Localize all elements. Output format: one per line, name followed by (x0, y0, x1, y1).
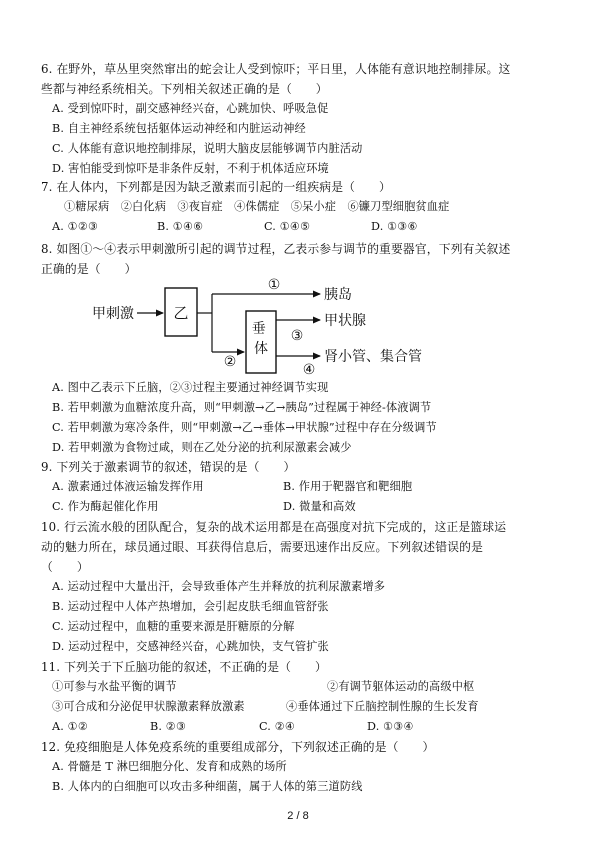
q12-option-a: A. 骨髓是 T 淋巴细胞分化、发育和成熟的场所 (52, 760, 287, 773)
q7-stem: 7. 在人体内，下列都是因为缺乏激素而引起的一组疾病是（ ） (41, 180, 391, 194)
q8-option-c: C. 若甲刺激为寒冷条件，则“甲刺激→乙→垂体→甲状腺”过程中存在分级调节 (52, 421, 437, 434)
q8-option-d: D. 若甲刺激为食物过咸，则在乙处分泌的抗利尿激素会减少 (52, 441, 352, 454)
q6-option-a: A. 受到惊吓时，副交感神经兴奋，心跳加快、呼吸急促 (52, 102, 329, 115)
q11-option-b: B. ②③ (150, 720, 187, 733)
q10-option-b: B. 运动过程中人体产热增加，会引起皮肤毛细血管舒张 (52, 600, 329, 613)
target-thyroid-label: 甲状腺 (324, 313, 366, 329)
q9-option-b: B. 作用于靶器官和靶细胞 (283, 480, 413, 493)
q10-stem-line-1: 10. 行云流水般的团队配合，复杂的战术运用都是在高强度对抗下完成的，这正是篮球运 (41, 520, 507, 534)
target-kidney-label: 肾小管、集合管 (324, 349, 422, 365)
q8-stem-line-2: 正确的是（ ） (41, 262, 137, 276)
q10-option-a: A. 运动过程中大量出汗，会导致垂体产生并释放的抗利尿激素增多 (52, 580, 386, 593)
q6-option-b: B. 自主神经系统包括躯体运动神经和内脏运动神经 (52, 122, 306, 135)
label-process-2: ② (223, 354, 237, 370)
q10-option-d: D. 运动过程中，交感神经兴奋，心跳加快，支气管扩张 (52, 640, 329, 653)
q9-stem: 9. 下列关于激素调节的叙述，错误的是（ ） (41, 460, 296, 474)
q10-stem-line-2: 动的魅力所在，球员通过眼、耳获得信息后，需要迅速作出反应。下列叙述错误的是 (41, 540, 484, 554)
q8-option-b: B. 若甲刺激为血糖浓度升高，则“甲刺激→乙→胰岛”过程属于神经-体液调节 (52, 401, 432, 414)
q11-item-1: ①可参与水盐平衡的调节 (52, 680, 177, 693)
q10-option-c: C. 运动过程中，血糖的重要来源是肝糖原的分解 (52, 620, 295, 633)
q11-stem: 11. 下列关于下丘脑功能的叙述，不正确的是（ ） (41, 660, 327, 674)
q11-item-3: ③可合成和分泌促甲状腺激素释放激素 (52, 700, 245, 713)
q10-stem-line-3: （ ） (41, 560, 89, 574)
q6-option-d: D. 害怕能受到惊吓是非条件反射，不利于机体适应环境 (52, 162, 329, 175)
q11-item-4: ④垂体通过下丘脑控制性腺的生长发育 (286, 700, 479, 713)
q7-option-b: B. ①④⑥ (157, 220, 204, 233)
organ-yi-label: 乙 (173, 304, 189, 322)
q7-option-c: C. ①④⑤ (264, 220, 311, 233)
q9-option-d: D. 微量和高效 (283, 500, 356, 513)
q8-option-a: A. 图中乙表示下丘脑，②③过程主要通过神经调节实现 (52, 381, 329, 394)
q9-option-c: C. 作为酶起催化作用 (52, 500, 159, 513)
q6-stem-line-1: 6. 在野外，草丛里突然窜出的蛇会让人受到惊吓；平日里，人体能有意识地控制排尿。这 (41, 62, 511, 76)
q12-option-b: B. 人体内的白细胞可以攻击多种细菌，属于人体的第三道防线 (52, 780, 363, 793)
label-process-4: ④ (302, 362, 316, 378)
q6-option-c: C. 人体能有意识地控制排尿，说明大脑皮层能够调节内脏活动 (52, 142, 363, 155)
q6-stem-line-2: 些都与神经系统相关。下列相关叙述正确的是（ ） (41, 82, 328, 96)
label-process-1: ① (267, 277, 281, 293)
q11-item-2: ②有调节躯体运动的高级中枢 (327, 680, 475, 693)
q11-option-a: A. ①② (52, 720, 89, 733)
q12-stem: 12. 免疫细胞是人体免疫系统的重要组成部分，下列叙述正确的是（ ） (41, 740, 435, 754)
q11-option-d: D. ①③④ (367, 720, 414, 733)
organ-chuiti-char-1: 垂 (251, 321, 266, 337)
organ-chuiti-char-2: 体 (254, 341, 268, 357)
q7-option-d: D. ①③⑥ (371, 220, 418, 233)
q7-items: ①糖尿病 ②白化病 ③夜盲症 ④侏儒症 ⑤呆小症 ⑥镰刀型细胞贫血症 (64, 200, 450, 213)
page-number: 2 / 8 (287, 810, 309, 822)
organ-chuiti-label (252, 321, 270, 357)
target-pancreas-label: 胰岛 (324, 287, 352, 303)
label-process-3: ③ (290, 328, 304, 344)
q11-option-c: C. ②④ (259, 720, 296, 733)
stimulus-label: 甲刺激 (92, 306, 134, 322)
q8-stem-line-1: 8. 如图①～④表示甲刺激所引起的调节过程，乙表示参与调节的重要器官，下列有关叙述 (41, 242, 511, 256)
q7-option-a: A. ①②③ (52, 220, 99, 233)
q9-option-a: A. 激素通过体液运输发挥作用 (52, 480, 204, 493)
